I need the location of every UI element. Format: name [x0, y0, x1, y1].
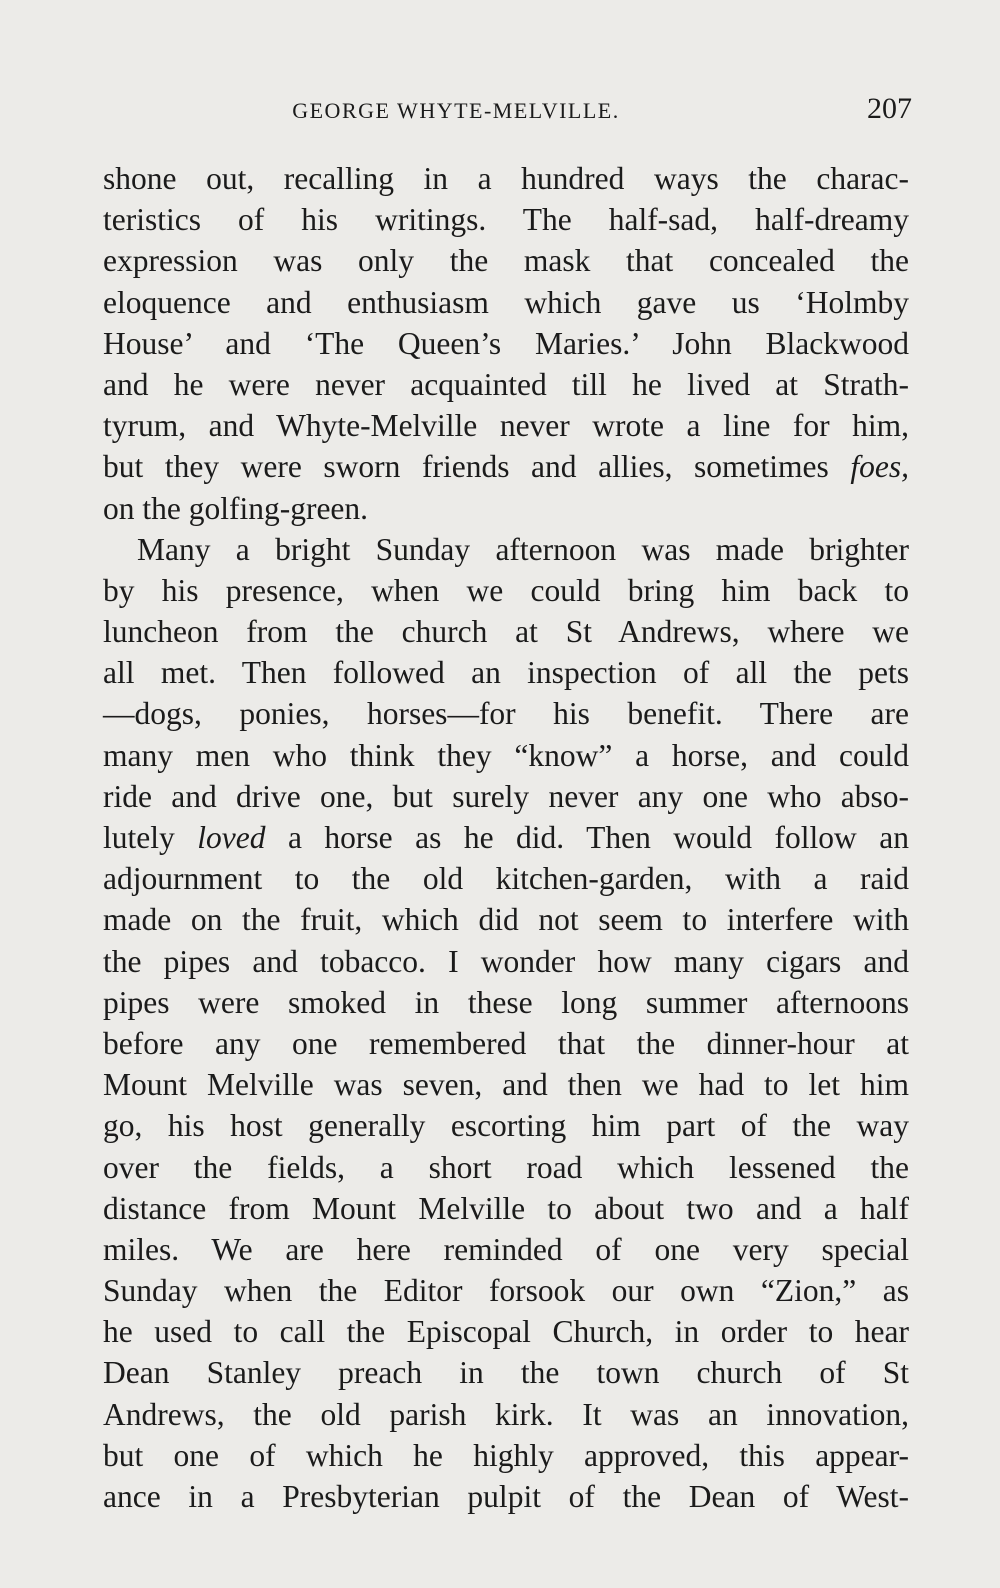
paragraph [103, 529, 909, 1518]
text-line: but they were sworn friends and allies, sometimes foes, [103, 449, 909, 485]
text-line: but one of which he highly approved, this appear- [103, 1437, 909, 1473]
text-line: ance in a Presbyterian pulpit of the Dean of West- [103, 1479, 909, 1514]
italic-word: foes, [850, 449, 909, 485]
text-line: tyrum, and Whyte-Melville never wrote a line for him, [103, 408, 909, 444]
text-line: House’ and ‘The Queen’s Maries.’ John Blackwood [103, 325, 909, 361]
text-line: Sunday when the Editor forsook our own “Zion,” as [103, 1273, 909, 1309]
text-line: many men who think they “know” a horse, and could [103, 737, 909, 773]
text-line: eloquence and enthusiasm which gave us ‘Holmby [103, 284, 909, 320]
text-line: lutely loved a horse as he did. Then would follow an [103, 820, 909, 855]
text-line: made on the fruit, which did not seem to interfere with [103, 902, 909, 938]
text-line: —dogs, ponies, horses—for his benefit. There are [103, 696, 909, 732]
text-line: before any one remembered that the dinner-hour at [103, 1025, 909, 1061]
text-line: pipes were smoked in these long summer afternoons [103, 984, 909, 1020]
running-head [100, 92, 912, 128]
paragraph [103, 158, 909, 529]
text-line: miles. We are here reminded of one very special [103, 1231, 909, 1267]
text-line: and he were never acquainted till he lived at Strath- [103, 366, 909, 402]
text-line: by his presence, when we could bring him back to [103, 572, 909, 608]
text-line: all met. Then followed an inspection of all the pets [103, 655, 909, 691]
text-line: teristics of his writings. The half-sad, half-dreamy [103, 202, 909, 238]
text-line: Andrews, the old parish kirk. It was an innovation, [103, 1396, 909, 1432]
text-line: over the fields, a short road which lessened the [103, 1149, 909, 1185]
text-line: shone out, recalling in a hundred ways the charac- [103, 161, 909, 196]
text-line: go, his host generally escorting him part of the way [103, 1108, 909, 1144]
body-text [103, 158, 909, 1517]
text-line: luncheon from the church at St Andrews, where we [103, 614, 909, 650]
text-line: distance from Mount Melville to about two and a half [103, 1190, 909, 1226]
running-title: GEORGE WHYTE-MELVILLE. [292, 98, 620, 123]
text-line: he used to call the Episcopal Church, in order to hear [103, 1314, 909, 1350]
page-number: 207 [867, 92, 912, 125]
text-line: ride and drive one, but surely never any one who abso- [103, 778, 909, 814]
text-line: Dean Stanley preach in the town church of St [103, 1355, 909, 1391]
text-line: the pipes and tobacco. I wonder how many cigars and [103, 943, 909, 979]
italic-word: loved [197, 820, 266, 855]
text-line: Many a bright Sunday afternoon was made brighter [137, 531, 909, 567]
text-line: on the golfing-green. [103, 490, 369, 526]
text-line: adjournment to the old kitchen-garden, with a raid [103, 861, 909, 897]
text-line: Mount Melville was seven, and then we had to let him [103, 1067, 909, 1103]
text-line: expression was only the mask that concealed the [103, 243, 909, 279]
